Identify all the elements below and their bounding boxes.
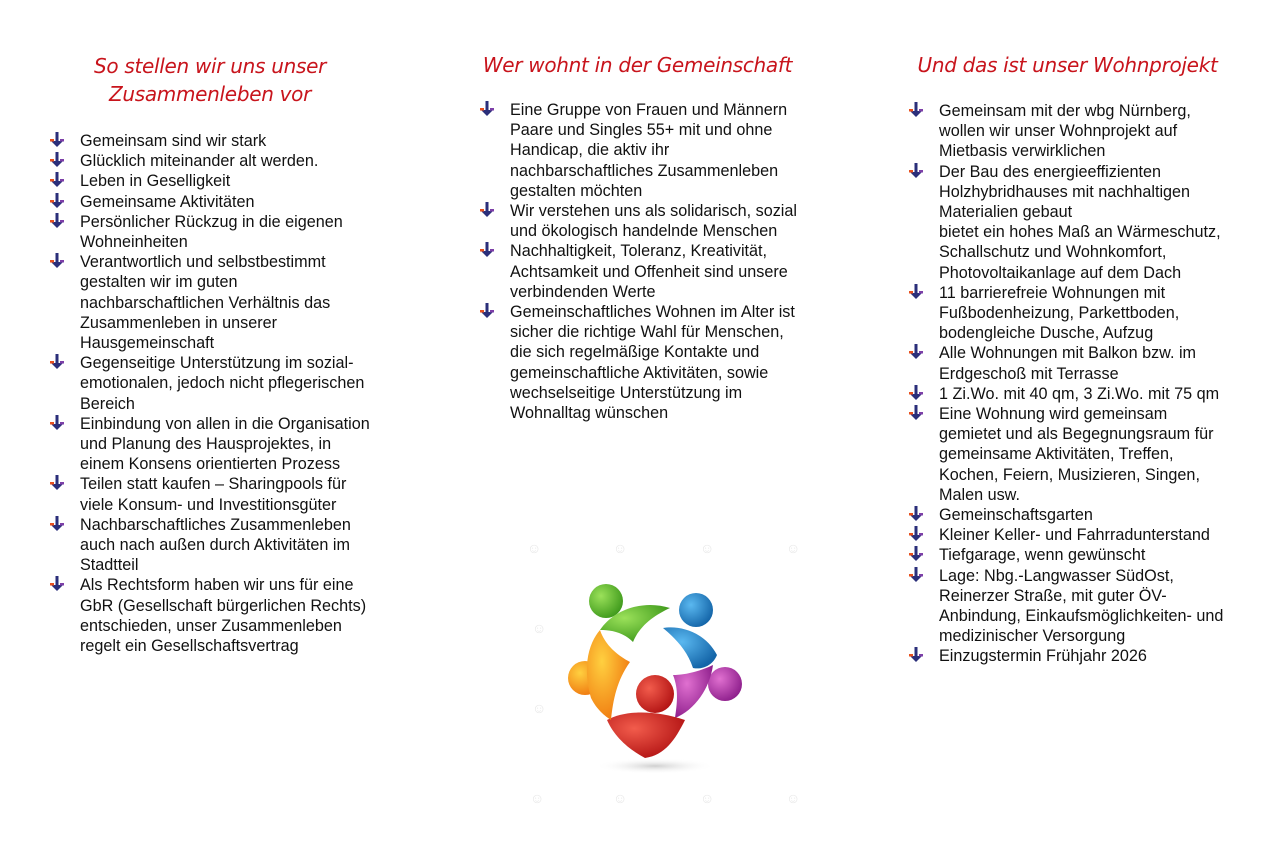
- list-item: [909, 101, 1264, 162]
- arrow-bullet-icon: [909, 647, 923, 663]
- arrow-bullet-icon: [480, 242, 494, 258]
- watermark-icon: ☺: [700, 790, 715, 806]
- arrow-bullet-icon: [50, 516, 64, 532]
- list-item-text: Einbindung von allen in die Organisation und Planung des Hausprojektes, in einem Konsens orientierten Prozess: [80, 414, 370, 474]
- arrow-bullet-icon: [50, 354, 64, 370]
- list-item: [480, 241, 840, 302]
- arrow-bullet-icon: [480, 101, 494, 117]
- list-item: [909, 162, 1264, 283]
- watermark-icon: ☺: [532, 620, 547, 636]
- col1-list: [50, 131, 420, 656]
- arrow-bullet-icon: [50, 213, 64, 229]
- list-item-text: Nachbarschaftliches Zusammenleben auch nach außen durch Aktivitäten im Stadtteil: [80, 515, 351, 575]
- arrow-bullet-icon: [909, 546, 923, 562]
- list-item-text: Kleiner Keller- und Fahrradunterstand: [939, 526, 1210, 545]
- arrow-bullet-icon: [480, 303, 494, 319]
- arrow-bullet-icon: [909, 385, 923, 401]
- list-item-text: Persönlicher Rückzug in die eigenen Wohneinheiten: [80, 212, 343, 252]
- arrow-bullet-icon: [480, 202, 494, 218]
- list-item: [50, 131, 420, 151]
- list-item-text: Glücklich miteinander alt werden.: [80, 152, 319, 171]
- list-item: [480, 302, 840, 423]
- list-item: [909, 343, 1264, 383]
- list-item-text: Alle Wohnungen mit Balkon bzw. im Erdgeschoß mit Terrasse: [939, 344, 1197, 383]
- arrow-bullet-icon: [909, 344, 923, 360]
- watermark-icon: ☺: [786, 540, 801, 556]
- list-item-text: Eine Wohnung wird gemeinsam gemietet und als Begegnungsraum für gemeinsame Aktivitäten, Treffen, Kochen, Feiern, Musizieren, Singen, Malen usw.: [939, 405, 1214, 504]
- list-item-text: Teilen statt kaufen – Sharingpools für viele Konsum- und Investitionsgüter: [80, 475, 347, 514]
- list-item: [909, 404, 1264, 505]
- arrow-bullet-icon: [909, 526, 923, 542]
- watermark-icon: ☺: [530, 790, 545, 806]
- list-item: [50, 151, 420, 171]
- list-item-text: Gemeinsame Aktivitäten: [80, 192, 255, 211]
- arrow-bullet-icon: [50, 253, 64, 269]
- col3-heading: Und das ist unser Wohnprojekt: [917, 53, 1218, 77]
- arrow-bullet-icon: [50, 475, 64, 491]
- list-item-text: Wir verstehen uns als solidarisch, sozial und ökologisch handelnde Menschen: [510, 202, 797, 241]
- watermark-icon: ☺: [532, 700, 547, 716]
- list-item-text: 1 Zi.Wo. mit 40 qm, 3 Zi.Wo. mit 75 qm: [939, 384, 1220, 403]
- arrow-bullet-icon: [50, 415, 64, 431]
- list-item: [50, 474, 420, 514]
- col2-heading: Wer wohnt in der Gemeinschaft: [482, 53, 793, 77]
- arrow-bullet-icon: [909, 163, 923, 179]
- list-item: [909, 283, 1264, 344]
- arrow-bullet-icon: [909, 102, 923, 118]
- list-item: [909, 384, 1264, 404]
- arrow-bullet-icon: [50, 172, 64, 188]
- list-item-text: 11 barrierefreie Wohnungen mit Fußbodenheizung, Parkettboden, bodengleiche Dusche, Aufzug: [939, 283, 1180, 343]
- arrow-bullet-icon: [50, 193, 64, 209]
- arrow-bullet-icon: [909, 567, 923, 583]
- list-item: [909, 566, 1264, 647]
- list-item-text: Eine Gruppe von Frauen und Männern Paare und Singles 55+ mit und ohne Handicap, die aktiv ihr nachbarschaftliches Zusammenleben gestalten möchten: [510, 101, 788, 200]
- list-item-text: Der Bau des energieeffizienten Holzhybridhauses mit nachhaltigen Materialien gebaut bietet ein hohes Maß an Wärmeschutz, Schallschutz und Wohnkomfort, Photovoltaikanlage auf dem Dach: [939, 162, 1221, 282]
- list-item: [50, 252, 420, 353]
- list-item: [50, 353, 420, 414]
- list-item: [909, 525, 1264, 545]
- arrow-bullet-icon: [909, 284, 923, 300]
- arrow-bullet-icon: [909, 405, 923, 421]
- list-item-text: Gemeinsam sind wir stark: [80, 132, 267, 150]
- list-item-text: Tiefgarage, wenn gewünscht: [939, 546, 1146, 565]
- list-item: [50, 192, 420, 212]
- watermark-icon: ☺: [613, 540, 628, 556]
- list-item-text: Gemeinschaftliches Wohnen im Alter ist sicher die richtige Wahl für Menschen, die sich regelmäßige Kontakte und gemeinschaftliche Aktivitäten, sowie wechselseitige Unterstützung im Wohnalltag wünschen: [510, 303, 795, 423]
- arrow-bullet-icon: [50, 576, 64, 592]
- list-item-text: Als Rechtsform haben wir uns für eine GbR (Gesellschaft bürgerlichen Rechts) entschieden, unser Zusammenleben regelt ein Gesellschaftsvertrag: [80, 576, 367, 656]
- list-item: [909, 646, 1264, 666]
- list-item: [480, 201, 840, 241]
- watermark-icon: ☺: [700, 540, 715, 556]
- col3-list: [909, 101, 1264, 667]
- list-item-text: Gegenseitige Unterstützung im sozial- emotionalen, jedoch nicht pflegerischen Bereich: [80, 354, 365, 413]
- arrow-bullet-icon: [909, 506, 923, 522]
- arrow-bullet-icon: [50, 152, 64, 168]
- arrow-bullet-icon: [50, 132, 64, 148]
- list-item: [909, 505, 1264, 525]
- community-people-circle-icon: [545, 570, 765, 780]
- list-item: [50, 414, 420, 475]
- list-item-text: Gemeinsam mit der wbg Nürnberg, wollen wir unser Wohnprojekt auf Mietbasis verwirklichen: [939, 102, 1191, 161]
- list-item-text: Nachhaltigkeit, Toleranz, Kreativität, Achtsamkeit und Offenheit sind unsere verbindenden Werte: [510, 242, 788, 301]
- col1-heading: So stellen wir uns unser Zusammenleben vor: [93, 54, 327, 106]
- watermark-icon: ☺: [786, 790, 801, 806]
- list-item-text: Leben in Geselligkeit: [80, 172, 231, 191]
- list-item: [909, 545, 1264, 565]
- list-item-text: Verantwortlich und selbstbestimmt gestalten wir im guten nachbarschaftlichen Verhältnis das Zusammenleben in unserer Hausgemeinschaft: [80, 253, 331, 353]
- list-item: [50, 212, 420, 252]
- watermark-icon: ☺: [613, 790, 628, 806]
- watermark-icon: ☺: [527, 540, 542, 556]
- list-item-text: Lage: Nbg.-Langwasser SüdOst, Reinerzer Straße, mit guter ÖV- Anbindung, Einkaufsmöglichkeiten- und medizinischer Versorgung: [939, 566, 1224, 646]
- list-item: [50, 575, 420, 656]
- list-item-text: Gemeinschaftsgarten: [939, 506, 1093, 525]
- list-item: [50, 171, 420, 191]
- list-item: [50, 515, 420, 576]
- list-item-text: Einzugstermin Frühjahr 2026: [939, 647, 1147, 666]
- list-item: [480, 100, 840, 201]
- col2-list: [480, 100, 840, 423]
